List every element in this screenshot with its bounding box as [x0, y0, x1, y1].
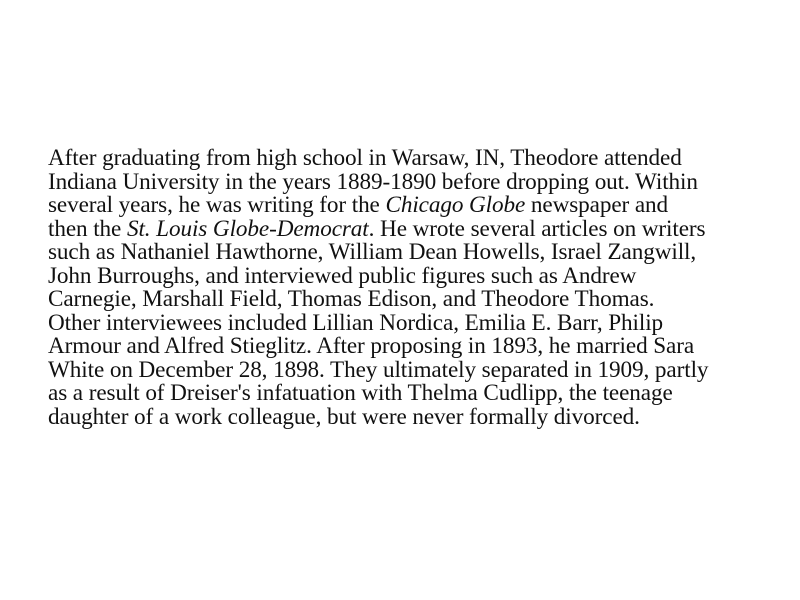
newspaper-title-globe-democrat: St. Louis Globe-Democrat — [126, 215, 369, 242]
paragraph-line — [48, 168, 764, 195]
paragraph-line — [48, 382, 764, 406]
text-run: Other interviewees included Lillian Nordica, Emilia E. Barr, Philip — [48, 309, 664, 336]
body-paragraph — [48, 147, 764, 429]
text-run: several years, he was writing for the — [48, 192, 386, 218]
paragraph-line — [48, 356, 764, 383]
text-run: daughter of a work colleague, but were never formally divorced. — [48, 403, 640, 430]
text-run: then the — [48, 215, 127, 242]
text-run: After graduating from high school in Warsaw, IN, Theodore attended — [48, 145, 682, 171]
text-run: Indiana University in the years 1889-1890 before dropping out. Within — [48, 168, 698, 195]
text-run: John Burroughs, and interviewed public figures such as Andrew — [48, 262, 637, 289]
paragraph-line — [48, 288, 764, 312]
paragraph-line — [48, 194, 764, 218]
paragraph-line — [48, 335, 764, 359]
text-run: as a result of Dreiser's infatuation with Thelma Cudlipp, the teenage — [48, 380, 673, 406]
text-run: White on December 28, 1898. They ultimately separated in 1909, partly — [48, 356, 709, 383]
paragraph-line — [48, 241, 764, 265]
paragraph-line — [48, 215, 764, 242]
text-run: newspaper and — [525, 192, 669, 218]
newspaper-title-chicago-globe: Chicago Globe — [385, 192, 526, 218]
paragraph-line — [48, 309, 764, 336]
paragraph-line — [48, 147, 764, 171]
text-run: such as Nathaniel Hawthorne, William Dean Howells, Israel Zangwill, — [48, 239, 697, 265]
text-run: Carnegie, Marshall Field, Thomas Edison, and Theodore Thomas. — [48, 286, 655, 312]
text-run: . He wrote several articles on writers — [368, 215, 706, 242]
text-run: Armour and Alfred Stieglitz. After proposing in 1893, he married Sara — [48, 333, 695, 359]
paragraph-line — [48, 262, 764, 289]
paragraph-line — [48, 403, 764, 430]
